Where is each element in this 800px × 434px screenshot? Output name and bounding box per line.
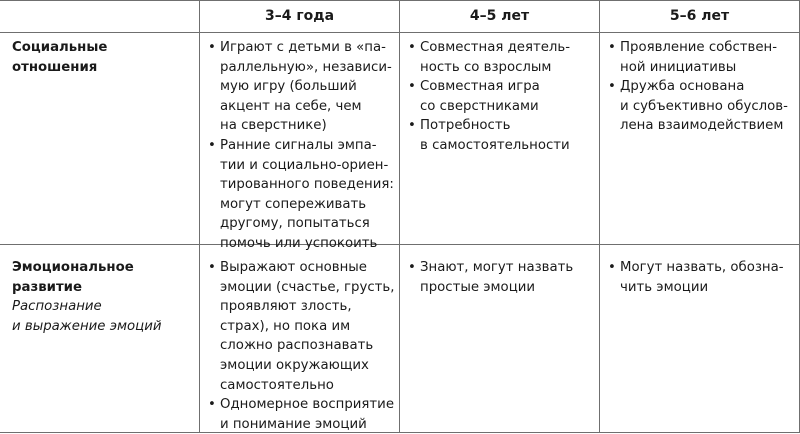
list-item: • Совместная деятель- ность со взрослым [408, 38, 596, 77]
list-item: • Могут назвать, обозна- чить эмоции [608, 258, 796, 297]
list-item: • Проявление собствен- ной инициативы [608, 38, 796, 77]
emotional-3-4-cell [208, 258, 396, 434]
list-item: • Дружба основана и субъективно обуслов- лена взаимодействием [608, 77, 796, 136]
column-header-3-4: 3–4 года [264, 8, 335, 24]
header-divider [0, 32, 800, 33]
list-item: • Ранние сигналы эмпа- тии и социально-ориен- тированного поведения: могут сопереживать другому, попытаться помочь или успокоить [208, 136, 396, 254]
list-item: • Потребность в самостоятельности [408, 116, 596, 155]
list-item: • Совместная игра со сверстниками [408, 77, 596, 116]
column-header-5-6: 5–6 лет [669, 8, 730, 24]
row-title-line: отношения [12, 59, 98, 75]
emotional-5-6-cell [608, 258, 796, 297]
row-title-line: Социальные [12, 40, 108, 55]
column-divider [399, 0, 400, 433]
row-divider [0, 244, 800, 245]
list-item: • Играют с детьми в «па- раллельную», независи- мую игру (больший акцент на себе, чем на сверстнике) [208, 38, 396, 136]
column-header-4-5: 4–5 лет [469, 8, 530, 24]
row-title-line: Эмоциональное [12, 260, 134, 275]
row-subtitle-line: Распознание [12, 299, 102, 315]
list-item: • Одномерное восприятие и понимание эмоций [208, 395, 396, 434]
row-subtitle-line: и выражение эмоций [12, 318, 162, 334]
row-title-line: развитие [12, 279, 82, 295]
social-4-5-cell [408, 38, 596, 156]
column-divider [199, 0, 200, 433]
social-5-6-cell [608, 38, 796, 136]
social-3-4-cell [208, 38, 396, 254]
row-header-emotional [12, 258, 192, 336]
list-item: • Знают, могут назвать простые эмоции [408, 258, 596, 297]
emotional-4-5-cell [408, 258, 596, 297]
row-header-social [12, 38, 192, 77]
column-divider [599, 0, 600, 433]
list-item: • Выражают основные эмоции (счастье, грусть, проявляют злость, страх), но пока им сложно распознавать эмоции окружающих самостоятельно [208, 258, 396, 395]
